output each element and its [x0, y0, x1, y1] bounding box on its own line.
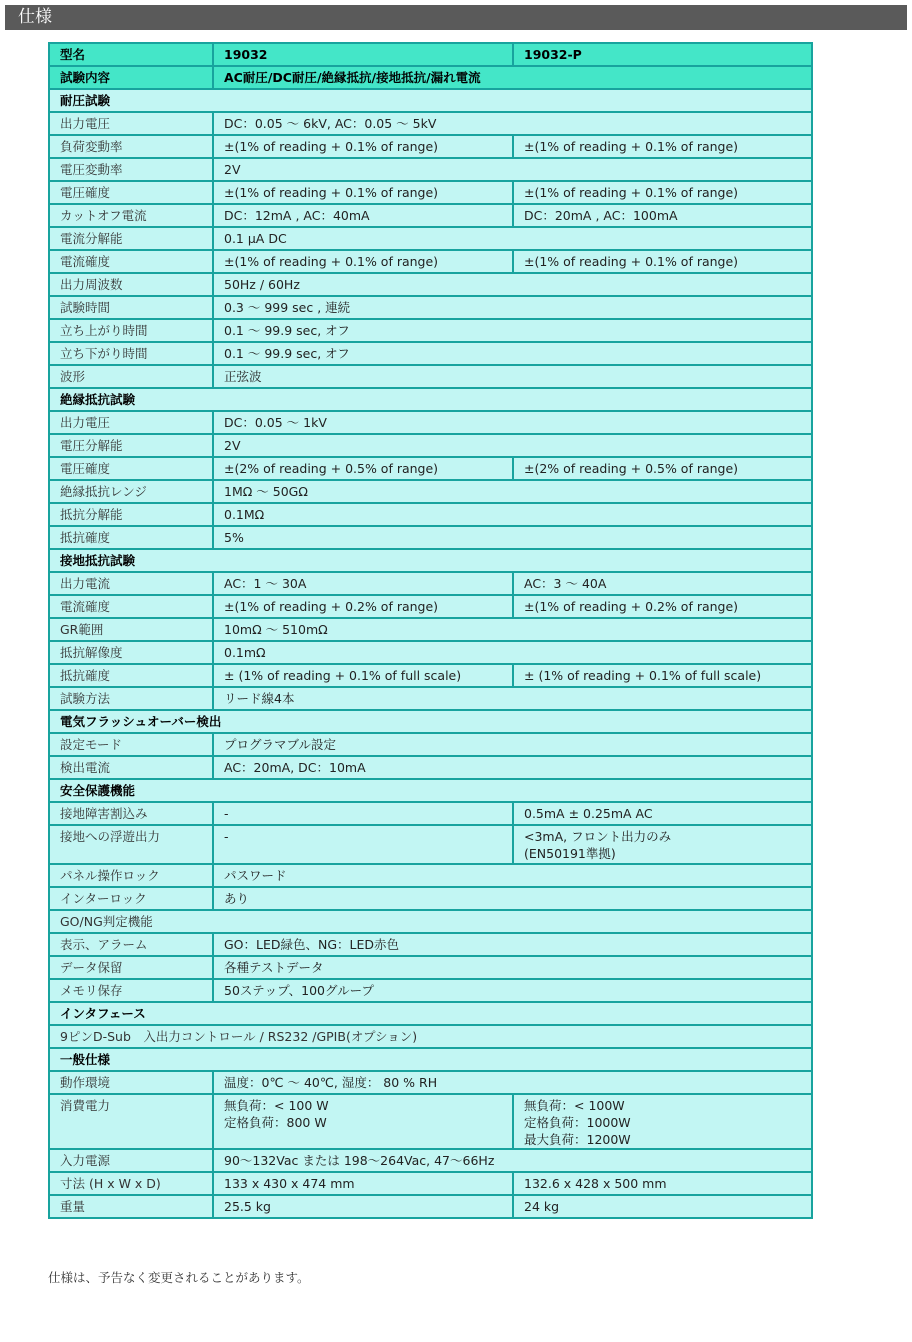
cell-line: <3mA, フロント出力のみ: [524, 829, 672, 844]
table-row: [49, 687, 812, 710]
row-label: 入力電源: [49, 1149, 213, 1172]
row-value: あり: [213, 887, 812, 910]
row-value-19032p: DC：20mA , AC：100mA: [513, 204, 812, 227]
row-value: 0.1MΩ: [213, 503, 812, 526]
table-row: [49, 273, 812, 296]
row-value-19032p: ±(1% of reading + 0.2% of range): [513, 595, 812, 618]
row-label: パネル操作ロック: [49, 864, 213, 887]
table-header-row: [49, 43, 812, 66]
row-value: DC：0.05 ～ 1kV: [213, 411, 812, 434]
row-label: 出力電圧: [49, 112, 213, 135]
section-title: 安全保護機能: [49, 779, 812, 802]
row-value: 0.1 ～ 99.9 sec, オフ: [213, 342, 812, 365]
table-row: [49, 66, 812, 89]
row-value-19032: 133 x 430 x 474 mm: [213, 1172, 513, 1195]
cell-line: (EN50191準拠): [524, 846, 616, 861]
table-row: [49, 1195, 812, 1218]
row-label: 表示、アラーム: [49, 933, 213, 956]
table-row: [49, 1094, 812, 1149]
row-value: 0.1 μA DC: [213, 227, 812, 250]
header-label: 型名: [49, 43, 213, 66]
row-label: 立ち上がり時間: [49, 319, 213, 342]
row-label: 電圧分解能: [49, 434, 213, 457]
row-label: 接地への浮遊出力: [49, 825, 213, 864]
row-label: 設定モード: [49, 733, 213, 756]
row-value-19032p: 132.6 x 428 x 500 mm: [513, 1172, 812, 1195]
section-row: [49, 1048, 812, 1071]
row-value: 50Hz / 60Hz: [213, 273, 812, 296]
table-row: [49, 664, 812, 687]
row-label: 消費電力: [49, 1094, 213, 1149]
table-row: [49, 979, 812, 1002]
row-label: インターロック: [49, 887, 213, 910]
table-row: [49, 641, 812, 664]
row-value: 1MΩ ～ 50GΩ: [213, 480, 812, 503]
table-row: [49, 342, 812, 365]
row-value: 0.3 ～ 999 sec , 連続: [213, 296, 812, 319]
table-row: [49, 864, 812, 887]
row-value-19032: ±(1% of reading + 0.2% of range): [213, 595, 513, 618]
table-row: [49, 1172, 812, 1195]
row-value: プログラマブル設定: [213, 733, 812, 756]
table-row: [49, 503, 812, 526]
table-row: [49, 595, 812, 618]
row-value: パスワード: [213, 864, 812, 887]
section-row: [49, 779, 812, 802]
row-value: GO：LED緑色、NG：LED赤色: [213, 933, 812, 956]
section-title: 絶縁抵抗試験: [49, 388, 812, 411]
row-label: 電流分解能: [49, 227, 213, 250]
row-label: GR範囲: [49, 618, 213, 641]
row-value: 温度：0℃ ～ 40℃, 湿度： 80 % RH: [213, 1071, 812, 1094]
row-value-19032p: AC：3 ～ 40A: [513, 572, 812, 595]
table-row: [49, 1149, 812, 1172]
row-label: 電圧確度: [49, 457, 213, 480]
row-label: 抵抗分解能: [49, 503, 213, 526]
row-label: 検出電流: [49, 756, 213, 779]
row-value-19032p: ± (1% of reading + 0.1% of full scale): [513, 664, 812, 687]
page-title: 仕様: [5, 5, 907, 30]
cell-line: 定格負荷：1000W: [524, 1115, 631, 1130]
row-label: 電圧確度: [49, 181, 213, 204]
footnote: 仕様は、予告なく変更されることがあります。: [48, 1270, 310, 1285]
section-title: 接地抵抗試験: [49, 549, 812, 572]
table-row: [49, 1025, 812, 1048]
spec-table-body: [49, 43, 812, 1218]
row-value-19032: 25.5 kg: [213, 1195, 513, 1218]
row-value: 正弦波: [213, 365, 812, 388]
table-row: [49, 933, 812, 956]
row-value-19032p: ±(1% of reading + 0.1% of range): [513, 250, 812, 273]
row-value-19032p: ±(1% of reading + 0.1% of range): [513, 135, 812, 158]
spec-table: [48, 42, 813, 1219]
table-row: [49, 910, 812, 933]
table-row: [49, 181, 812, 204]
header-model-19032p: 19032-P: [513, 43, 812, 66]
row-label: 負荷変動率: [49, 135, 213, 158]
row-label: 寸法 (H x W x D): [49, 1172, 213, 1195]
row-value: 10mΩ ～ 510mΩ: [213, 618, 812, 641]
table-row: [49, 204, 812, 227]
row-label: 抵抗解像度: [49, 641, 213, 664]
table-row: [49, 756, 812, 779]
table-row: [49, 227, 812, 250]
row-value-19032: ± (1% of reading + 0.1% of full scale): [213, 664, 513, 687]
cell-line: 無負荷：< 100W: [524, 1098, 625, 1113]
row-value: 2V: [213, 158, 812, 181]
row-label: 出力周波数: [49, 273, 213, 296]
row-value: AC耐圧/DC耐圧/絶縁抵抗/接地抵抗/漏れ電流: [213, 66, 812, 89]
row-value: 90～132Vac または 198～264Vac, 47～66Hz: [213, 1149, 812, 1172]
table-row: [49, 887, 812, 910]
row-value: 各種テストデータ: [213, 956, 812, 979]
row-label: 接地障害割込み: [49, 802, 213, 825]
row-value-19032: ±(1% of reading + 0.1% of range): [213, 250, 513, 273]
row-value: 50ステップ、100グループ: [213, 979, 812, 1002]
table-row: [49, 956, 812, 979]
section-title: 電気フラッシュオーバー検出: [49, 710, 812, 733]
table-row: [49, 135, 812, 158]
table-row: [49, 112, 812, 135]
row-value: DC：0.05 ～ 6kV, AC：0.05 ～ 5kV: [213, 112, 812, 135]
section-row: [49, 710, 812, 733]
row-value-19032p: 0.5mA ± 0.25mA AC: [513, 802, 812, 825]
row-value-19032p: [513, 1094, 812, 1149]
row-value-19032: -: [213, 825, 513, 864]
table-row: [49, 319, 812, 342]
row-value-19032: ±(1% of reading + 0.1% of range): [213, 181, 513, 204]
row-label: 重量: [49, 1195, 213, 1218]
row-label: メモリ保存: [49, 979, 213, 1002]
row-value: リード線4本: [213, 687, 812, 710]
row-label: 試験時間: [49, 296, 213, 319]
row-value-19032: -: [213, 802, 513, 825]
row-label: 絶縁抵抗レンジ: [49, 480, 213, 503]
section-row: [49, 388, 812, 411]
row-value-19032p: 24 kg: [513, 1195, 812, 1218]
section-title: インタフェース: [49, 1002, 812, 1025]
table-row: [49, 158, 812, 181]
table-row: [49, 457, 812, 480]
row-label: 試験方法: [49, 687, 213, 710]
row-value: 2V: [213, 434, 812, 457]
row-label: 電圧変動率: [49, 158, 213, 181]
row-label: 立ち下がり時間: [49, 342, 213, 365]
row-label: 動作環境: [49, 1071, 213, 1094]
row-label: カットオフ電流: [49, 204, 213, 227]
table-row: [49, 250, 812, 273]
section-title: 一般仕様: [49, 1048, 812, 1071]
row-label: 電流確度: [49, 595, 213, 618]
section-row: [49, 89, 812, 112]
row-value: 0.1mΩ: [213, 641, 812, 664]
table-row: [49, 825, 812, 864]
table-row: [49, 733, 812, 756]
table-row: [49, 1071, 812, 1094]
row-label: 波形: [49, 365, 213, 388]
row-label: 試験内容: [49, 66, 213, 89]
table-row: [49, 572, 812, 595]
row-label: 抵抗確度: [49, 664, 213, 687]
table-row: [49, 480, 812, 503]
row-value: AC：20mA, DC：10mA: [213, 756, 812, 779]
row-value-19032: ±(1% of reading + 0.1% of range): [213, 135, 513, 158]
row-value-19032p: ±(1% of reading + 0.1% of range): [513, 181, 812, 204]
row-label: 抵抗確度: [49, 526, 213, 549]
table-row: [49, 618, 812, 641]
section-row: [49, 1002, 812, 1025]
row-value: 5%: [213, 526, 812, 549]
section-row: [49, 549, 812, 572]
table-row: [49, 296, 812, 319]
row-value-19032p: ±(2% of reading + 0.5% of range): [513, 457, 812, 480]
row-label: データ保留: [49, 956, 213, 979]
section-title: 耐圧試験: [49, 89, 812, 112]
row-label-full: 9ピンD-Sub 入出力コントロール / RS232 /GPIB(オプション): [49, 1025, 812, 1048]
row-value-19032: AC：1 ～ 30A: [213, 572, 513, 595]
row-value-19032p: [513, 825, 812, 864]
row-value-19032: [213, 1094, 513, 1149]
table-row: [49, 411, 812, 434]
row-value-19032: DC：12mA , AC：40mA: [213, 204, 513, 227]
table-row: [49, 802, 812, 825]
row-label: 出力電圧: [49, 411, 213, 434]
row-label-full: GO/NG判定機能: [49, 910, 812, 933]
cell-line: 最大負荷：1200W: [524, 1132, 631, 1147]
table-row: [49, 434, 812, 457]
row-label: 電流確度: [49, 250, 213, 273]
row-value-19032: ±(2% of reading + 0.5% of range): [213, 457, 513, 480]
row-value: 0.1 ～ 99.9 sec, オフ: [213, 319, 812, 342]
table-row: [49, 526, 812, 549]
header-model-19032: 19032: [213, 43, 513, 66]
cell-line: 定格負荷：800 W: [224, 1115, 327, 1130]
table-row: [49, 365, 812, 388]
cell-line: 無負荷：< 100 W: [224, 1098, 329, 1113]
row-label: 出力電流: [49, 572, 213, 595]
